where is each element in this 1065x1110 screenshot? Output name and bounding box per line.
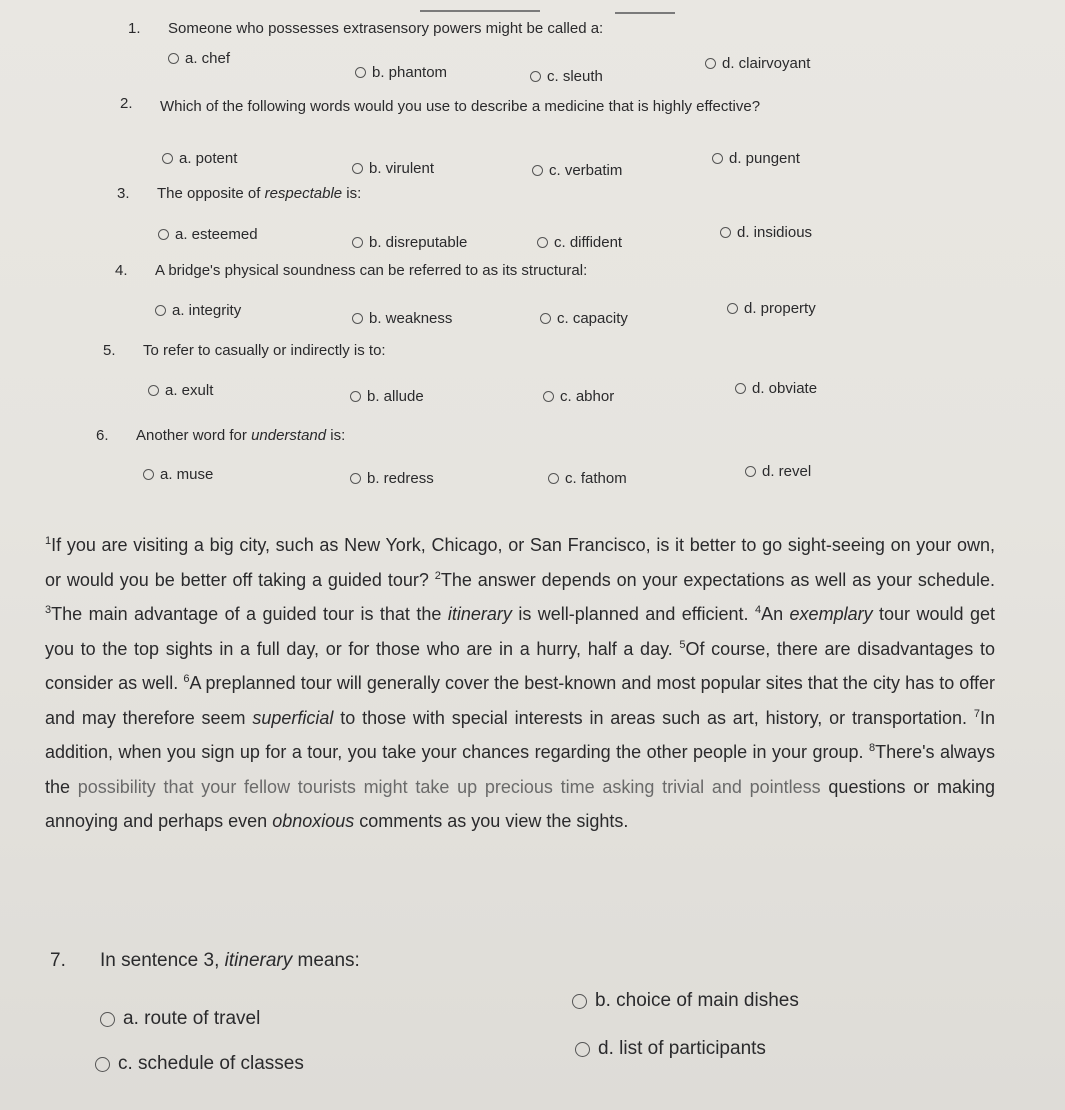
radio-button[interactable] xyxy=(100,1012,115,1027)
question-number: 1. xyxy=(128,20,141,37)
radio-button[interactable] xyxy=(350,473,361,484)
option-7b[interactable]: b. choice of main dishes xyxy=(572,990,799,1012)
header-line xyxy=(420,10,540,12)
radio-button[interactable] xyxy=(168,53,179,64)
sentence-6: A preplanned tour will generally cover the best-known and most popular sites that the city has to offer and may therefore seem superficial to those with special interests in areas such as art, history, or transportation. xyxy=(45,673,995,728)
radio-button[interactable] xyxy=(720,227,731,238)
radio-button[interactable] xyxy=(537,237,548,248)
radio-button[interactable] xyxy=(162,153,173,164)
radio-button[interactable] xyxy=(530,71,541,82)
option-1b[interactable]: b. phantom xyxy=(355,64,447,81)
radio-button[interactable] xyxy=(352,237,363,248)
question-text: Which of the following words would you use to describe a medicine that is highly effective? xyxy=(160,98,761,115)
option-3a[interactable]: a. esteemed xyxy=(158,226,258,243)
option-7d[interactable]: d. list of participants xyxy=(575,1038,766,1060)
question-number: 2. xyxy=(120,95,133,112)
radio-button[interactable] xyxy=(158,229,169,240)
radio-button[interactable] xyxy=(572,994,587,1009)
sentence-4: An exemplary tour would get you to the top sights in a full day, or for those who are in a hurry, half a day. xyxy=(45,604,995,659)
question-text: In sentence 3, itinerary means: xyxy=(100,950,360,971)
option-7a[interactable]: a. route of travel xyxy=(100,1008,260,1030)
question-number: 3. xyxy=(117,185,130,202)
question-text: A bridge's physical soundness can be referred to as its structural: xyxy=(155,262,588,279)
option-4c[interactable]: c. capacity xyxy=(540,310,628,327)
sentence-7: In addition, when you sign up for a tour, you take your chances regarding the other people in your group. xyxy=(45,707,995,762)
radio-button[interactable] xyxy=(95,1057,110,1072)
question-text: The opposite of respectable is: xyxy=(157,185,362,202)
option-1a[interactable]: a. chef xyxy=(168,50,230,67)
option-1d[interactable]: d. clairvoyant xyxy=(705,55,810,72)
sentence-3: The main advantage of a guided tour is that the itinerary is well-planned and efficient. xyxy=(51,604,749,624)
option-3b[interactable]: b. disreputable xyxy=(352,234,467,251)
radio-button[interactable] xyxy=(712,153,723,164)
question-number: 7. xyxy=(50,950,66,971)
question-text: To refer to casually or indirectly is to: xyxy=(143,342,386,359)
option-6c[interactable]: c. fathom xyxy=(548,470,627,487)
radio-button[interactable] xyxy=(143,469,154,480)
radio-button[interactable] xyxy=(352,313,363,324)
option-5c[interactable]: c. abhor xyxy=(543,388,614,405)
sentence-2: The answer depends on your expectations as well as your schedule. xyxy=(440,569,995,590)
sentence-1: If you are visiting a big city, such as New York, Chicago, or San Francisco, is it better to go sight-seeing on your own, or would you be better off taking a guided tour? xyxy=(45,535,995,590)
option-7c[interactable]: c. schedule of classes xyxy=(95,1053,304,1075)
question-number: 5. xyxy=(103,342,116,359)
option-5b[interactable]: b. allude xyxy=(350,388,424,405)
option-1c[interactable]: c. sleuth xyxy=(530,68,603,85)
radio-button[interactable] xyxy=(735,383,746,394)
radio-button[interactable] xyxy=(350,391,361,402)
option-2c[interactable]: c. verbatim xyxy=(532,162,622,179)
radio-button[interactable] xyxy=(705,58,716,69)
option-4d[interactable]: d. property xyxy=(727,300,816,317)
option-2d[interactable]: d. pungent xyxy=(712,150,800,167)
option-5a[interactable]: a. exult xyxy=(148,382,213,399)
reading-passage: $^1$If you are visiting a big city, such as New York, Chicago, or San Francisco, is it better to go sight-seeing on your own, or would you be better off taking a guided tour? $^2$The answer depends on your expectations as well as your schedule. $^3$The main advantage of a guided tour is that the itinerary is well-planned and efficient. $^4$An exemplary tour would get you to the top sights in a full day, or for those who are in a hurry, half a day. $^5$Of course, there are disadvantages to consider as well. $^6$A preplanned tour will generally cover the best-known and most popular sites that the city has to offer and may therefore seem superficial to those with special interests in areas such as art, history, or transportation. $^7$In addition, when you sign up for a tour, you take your chances regarding the other people in your group. $^8$There's always the possibility that your fellow tourists might take up precious time asking trivial and pointless questions or making annoying and perhaps even obnoxious comments as you view the sights. xyxy=(45,535,995,831)
question-text: Another word for understand is: xyxy=(136,427,346,444)
radio-button[interactable] xyxy=(575,1042,590,1057)
radio-button[interactable] xyxy=(548,473,559,484)
option-2b[interactable]: b. virulent xyxy=(352,160,434,177)
radio-button[interactable] xyxy=(543,391,554,402)
radio-button[interactable] xyxy=(727,303,738,314)
question-number: 4. xyxy=(115,262,128,279)
question-number: 6. xyxy=(96,427,109,444)
option-3d[interactable]: d. insidious xyxy=(720,224,812,241)
option-2a[interactable]: a. potent xyxy=(162,150,237,167)
radio-button[interactable] xyxy=(148,385,159,396)
sentence-8: There's always the possibility that your fellow tourists might take up precious time asking trivial and pointless questions or making annoying and perhaps even obnoxious comments as you view the sights. xyxy=(45,742,995,831)
radio-button[interactable] xyxy=(352,163,363,174)
option-6b[interactable]: b. redress xyxy=(350,470,434,487)
sentence-5: Of course, there are disadvantages to consider as well. xyxy=(45,638,995,693)
option-6d[interactable]: d. revel xyxy=(745,463,811,480)
radio-button[interactable] xyxy=(540,313,551,324)
radio-button[interactable] xyxy=(355,67,366,78)
option-3c[interactable]: c. diffident xyxy=(537,234,622,251)
radio-button[interactable] xyxy=(532,165,543,176)
radio-button[interactable] xyxy=(745,466,756,477)
header-line xyxy=(615,12,675,14)
question-text: Someone who possesses extrasensory powers might be called a: xyxy=(168,20,604,37)
radio-button[interactable] xyxy=(155,305,166,316)
option-6a[interactable]: a. muse xyxy=(143,466,213,483)
option-5d[interactable]: d. obviate xyxy=(735,380,817,397)
option-4b[interactable]: b. weakness xyxy=(352,310,452,327)
option-4a[interactable]: a. integrity xyxy=(155,302,241,319)
